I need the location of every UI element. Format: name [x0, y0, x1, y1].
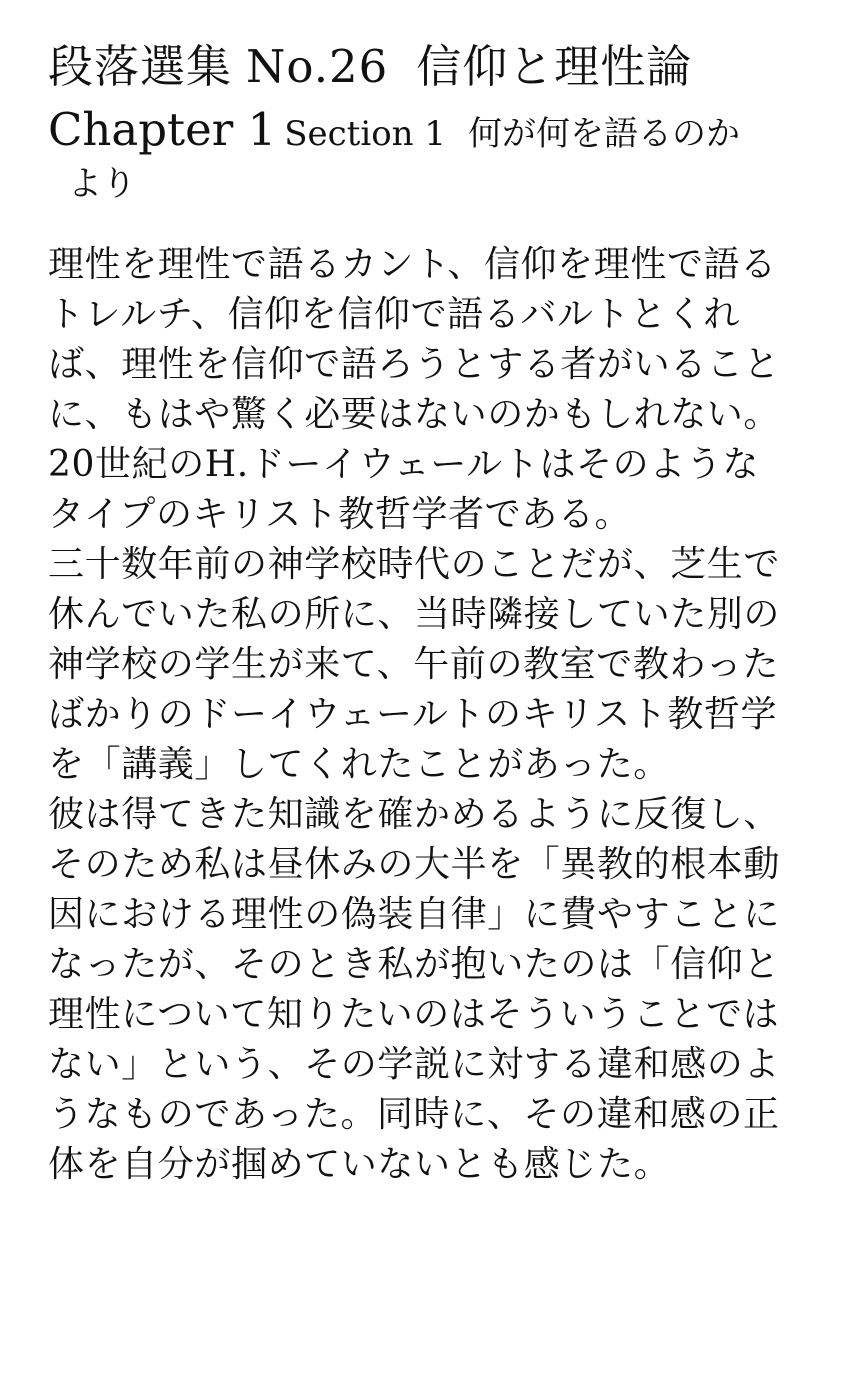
body-line: 神学校の学生が来て、午前の教室で教わった [48, 644, 779, 685]
title-number: No.26 [246, 40, 389, 93]
body-line: そのため私は昼休みの大半を「異教的根本動 [48, 844, 781, 885]
page-title [48, 34, 800, 100]
body-line: 体を自分が掴めていないとも感じた。 [48, 1144, 671, 1185]
body-line: うなものであった。同時に、その違和感の正 [48, 1094, 780, 1135]
section-title-tail: より [68, 164, 136, 204]
body-text [48, 240, 800, 1190]
body-line: タイプのキリスト教哲学者である。 [48, 494, 632, 535]
document-page [48, 34, 800, 1190]
section-label: Section 1 [284, 114, 447, 154]
body-line: 彼は得てきた知識を確かめるように反復し、 [48, 794, 781, 835]
body-line: を「講義」してくれたことがあった。 [48, 744, 670, 785]
chapter-heading [48, 100, 800, 164]
body-line: ばかりのドーイウェールトのキリスト教哲学 [48, 694, 778, 735]
chapter-label: Chapter 1 [48, 103, 277, 156]
body-line: ば、理性を信仰で語ろうとする者がいること [48, 344, 781, 385]
body-line: に、もはや驚く必要はないのかもしれない。 [48, 394, 781, 435]
body-line: 休んでいた私の所に、当時隣接していた別の [48, 594, 781, 635]
title-prefix: 段落選集 [48, 40, 233, 93]
body-line: トレルチ、信仰を信仰で語るバルトとくれ [48, 294, 740, 335]
body-line: 20世紀のH.ドーイウェールトはそのような [48, 444, 760, 485]
body-line: 理性を理性で語るカント、信仰を理性で語る [48, 244, 777, 285]
body-line: ない」という、その学説に対する違和感のよ [48, 1044, 781, 1085]
body-line: 因における理性の偽装自律」に費やすことに [48, 894, 781, 935]
body-line: なったが、そのとき私が抱いたのは「信仰と [48, 944, 781, 985]
body-line: 三十数年前の神学校時代のことだが、芝生で [48, 544, 781, 585]
body-line: 理性について知りたいのはそういうことでは [48, 994, 780, 1035]
section-title: 何が何を語るのか [468, 114, 741, 154]
title-topic: 信仰と理性論 [416, 40, 693, 93]
